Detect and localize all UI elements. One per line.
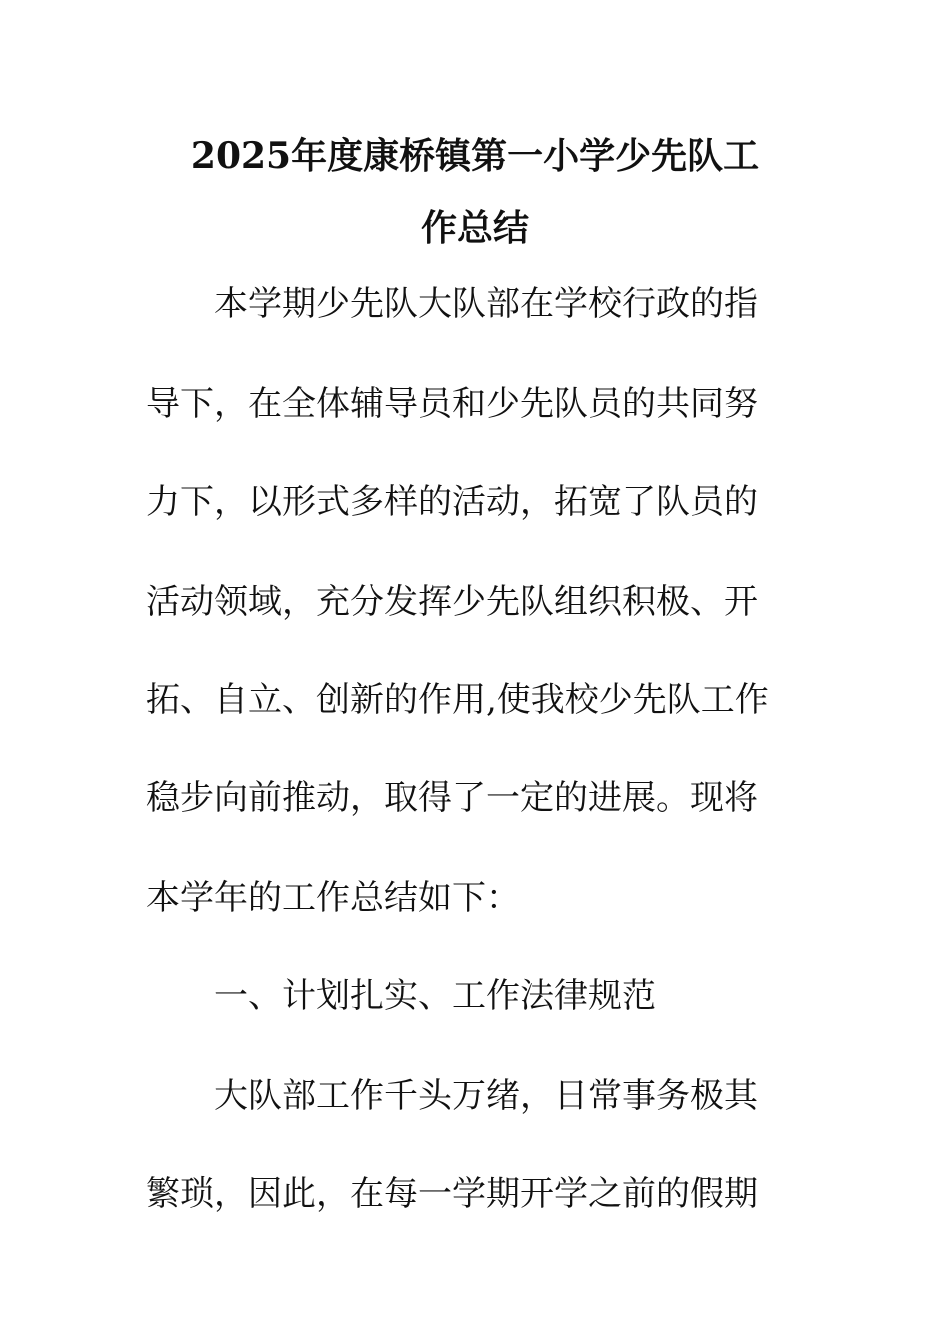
document-title-line-1: 2025年度康桥镇第一小学少先队工 [190,135,760,177]
paragraph-1-line-3: 力下，以形式多样的活动，拓宽了队员的 [146,482,758,522]
paragraph-1-line-4: 活动领域，充分发挥少先队组织积极、开 [146,582,758,622]
document-title-line-2: 作总结 [420,207,529,249]
paragraph-1-line-2: 导下，在全体辅导员和少先队员的共同努 [146,384,758,424]
paragraph-2-line-1: 大队部工作千头万绪，日常事务极其 [214,1076,758,1116]
paragraph-1-line-5: 拓、自立、创新的作用,使我校少先队工作 [146,680,769,720]
section-heading-1: 一、计划扎实、工作法律规范 [214,976,656,1016]
paragraph-1-line-6: 稳步向前推动，取得了一定的进展。现将 [146,778,758,818]
paragraph-1-line-7: 本学年的工作总结如下： [146,878,520,918]
paragraph-2-line-2: 繁琐，因此，在每一学期开学之前的假期 [146,1174,758,1214]
paragraph-1-line-1: 本学期少先队大队部在学校行政的指 [214,284,758,324]
